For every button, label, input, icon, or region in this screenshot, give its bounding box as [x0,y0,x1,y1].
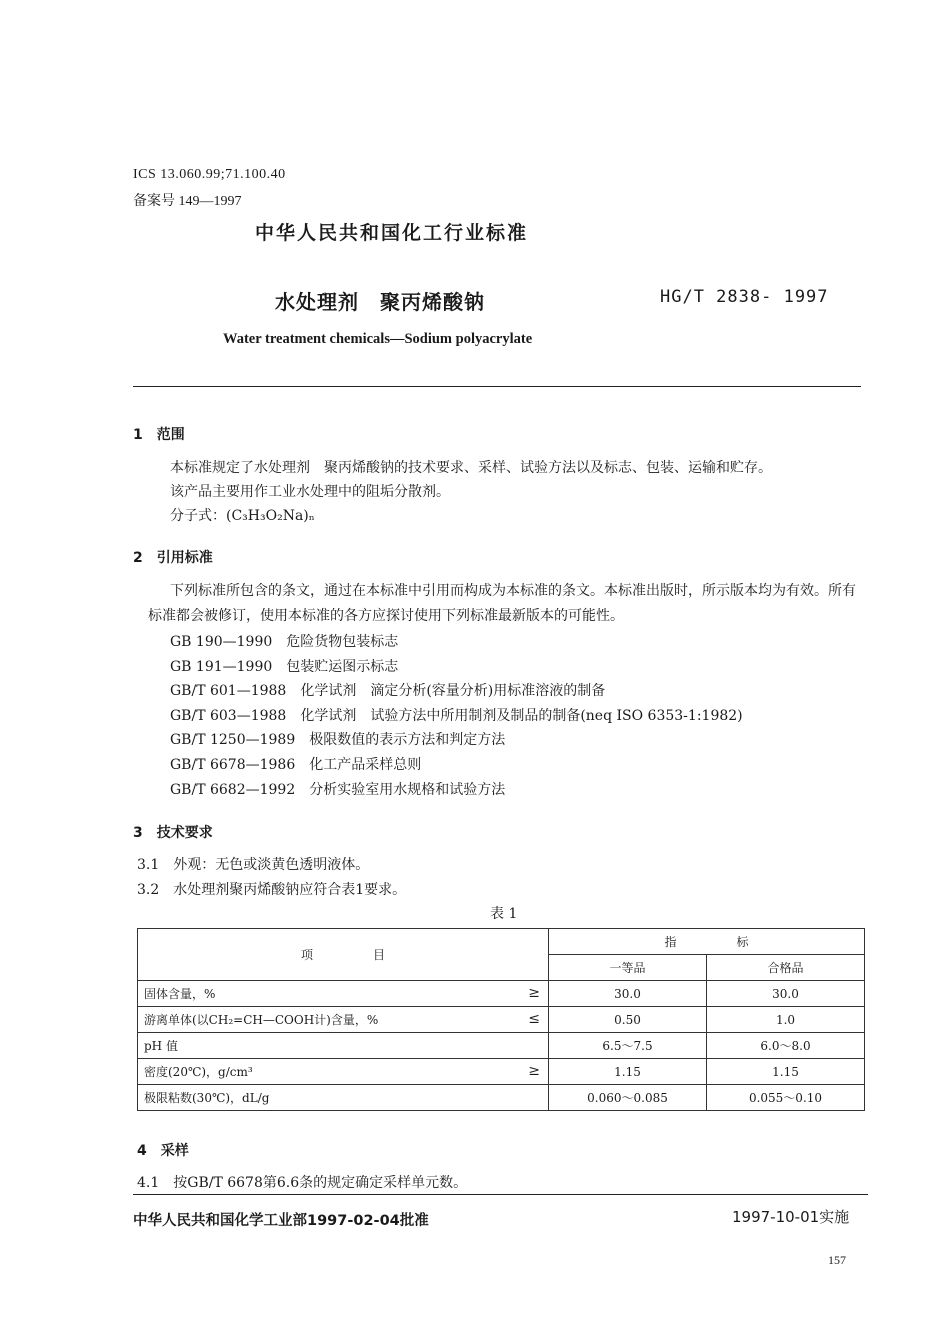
standard-title-cn: 水处理剂 聚丙烯酸钠 [275,290,485,314]
row-value-grade-1: 30.0 [549,981,707,1007]
row-name: 密度(20℃)，g/cm³ ≥ [138,1059,549,1085]
standard-title-en: Water treatment chemicals—Sodium polyacrylate [223,331,533,347]
page-number: 157 [828,1253,846,1267]
reference-item: GB/T 603—1988 化学试剂 试验方法中所用制剂及制品的制备(neq ISO 6353-1:1982) [170,707,743,724]
row-value-grade-2: 1.0 [707,1007,865,1033]
row-name: 游离单体(以CH₂=CH—COOH计)含量，% ≤ [138,1007,549,1033]
section-2-heading: 2 引用标准 [133,550,213,566]
row-name: pH 值 [138,1033,549,1059]
table-row [138,1033,865,1059]
reference-list [170,630,743,802]
reference-item: GB 191—1990 包装贮运图示标志 [170,658,399,675]
reference-item: GB/T 1250—1989 极限数值的表示方法和判定方法 [170,732,506,749]
row-name: 固体含量，% ≥ [138,981,549,1007]
scope-line: 本标准规定了水处理剂 聚丙烯酸钠的技术要求、采样、试验方法以及标志、包装、运输和贮存。 [170,460,772,476]
reference-item: GB/T 6678—1986 化工产品采样总则 [170,756,422,773]
table-header-row [138,929,865,955]
row-value-grade-1: 1.15 [549,1059,707,1085]
clause-3-2: 3.2 水处理剂聚丙烯酸钠应符合表1要求。 [137,882,407,898]
comparison-symbol: ≤ [528,1011,540,1027]
footer-divider [133,1194,868,1195]
row-value-grade-2: 1.15 [707,1059,865,1085]
scope-line: 该产品主要用作工业水处理中的阻垢分散剂。 [170,484,450,500]
row-value-grade-2: 6.0～8.0 [707,1033,865,1059]
header-index: 指 标 [549,929,865,955]
table-row [138,1007,865,1033]
section-1-body [170,456,870,528]
standard-number: HG/T 2838- 1997 [660,287,829,307]
row-value-grade-1: 6.5～7.5 [549,1033,707,1059]
table-row [138,1085,865,1111]
row-value-grade-1: 0.060～0.085 [549,1085,707,1111]
header-grade-1: 一等品 [549,955,707,981]
section-3-heading: 3 技术要求 [133,825,213,841]
approval-statement: 中华人民共和国化学工业部1997-02-04批准 [133,1213,429,1229]
section-1-heading: 1 范围 [133,427,185,443]
comparison-symbol: ≥ [528,985,540,1001]
organization-title: 中华人民共和国化工行业标准 [255,222,529,244]
table-row [138,981,865,1007]
clause-3-1: 3.1 外观：无色或淡黄色透明液体。 [137,857,370,873]
section-2-intro: 下列标准所包含的条文，通过在本标准中引用而构成为本标准的条文。本标准出版时，所示版本均为有效。所有标准都会被修订，使用本标准的各方应探讨使用下列标准最新版本的可能性。 [148,583,856,624]
record-number: 备案号 149—1997 [133,194,242,209]
header-divider [133,386,861,387]
effective-date: 1997-10-01实施 [732,1208,850,1226]
header-item: 项 目 [138,929,549,981]
table-caption: 表 1 [490,906,518,922]
reference-item: GB/T 601—1988 化学试剂 滴定分析(容量分析)用标准溶液的制备 [170,683,606,700]
row-value-grade-2: 0.055～0.10 [707,1085,865,1111]
comparison-symbol: ≥ [528,1063,540,1079]
row-name: 极限粘数(30℃)，dL/g [138,1085,549,1111]
row-value-grade-2: 30.0 [707,981,865,1007]
header-grade-2: 合格品 [707,955,865,981]
section-4-heading: 4 采样 [137,1143,189,1159]
clause-4-1: 4.1 按GB/T 6678第6.6条的规定确定采样单元数。 [137,1175,468,1191]
reference-item: GB/T 6682—1992 分析实验室用水规格和试验方法 [170,781,506,798]
formula-line: 分子式：(C₃H₃O₂Na)ₙ [170,508,315,524]
ics-code: ICS 13.060.99;71.100.40 [133,167,286,182]
row-value-grade-1: 0.50 [549,1007,707,1033]
spec-table [137,928,865,1111]
table-row [138,1059,865,1085]
reference-item: GB 190—1990 危险货物包装标志 [170,634,399,650]
